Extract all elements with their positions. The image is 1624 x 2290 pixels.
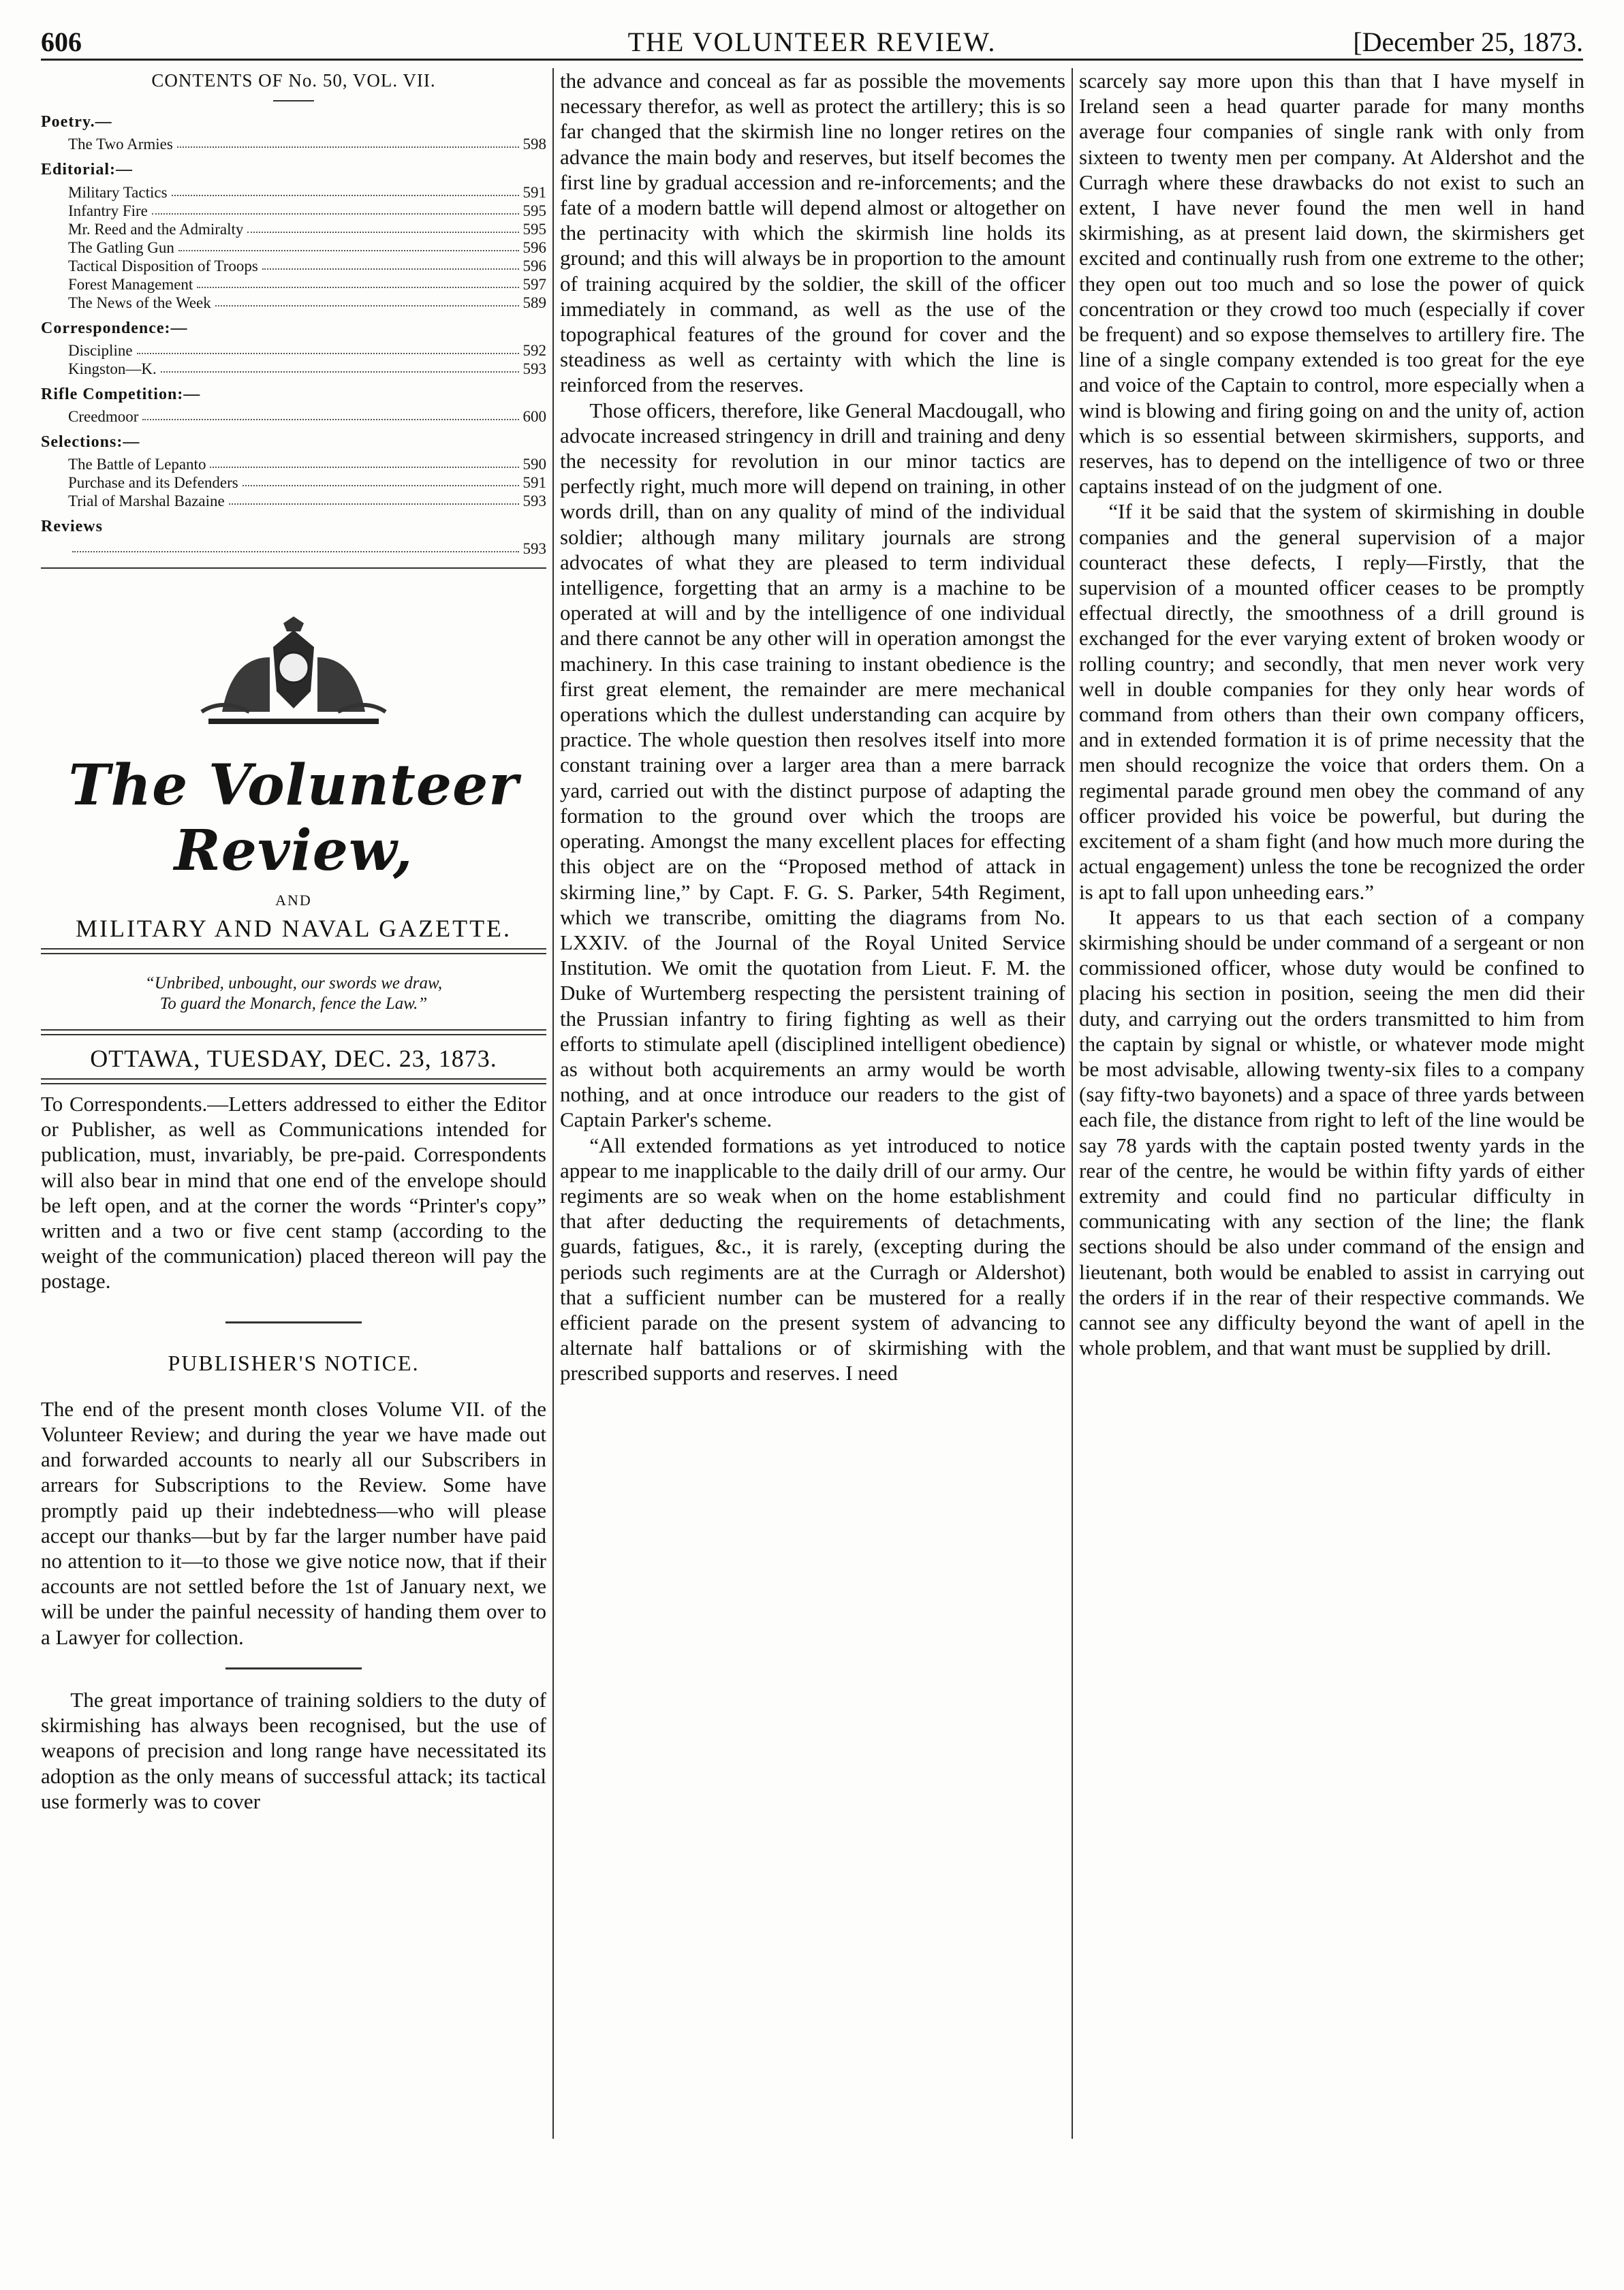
double-rule: [41, 1078, 546, 1084]
contents-entry-title: Trial of Marshal Bazaine: [68, 492, 225, 510]
contents-entry: [41, 135, 546, 153]
contents-entry-title: Infantry Fire: [68, 202, 148, 219]
dateline: OTTAWA, TUESDAY, DEC. 23, 1873.: [90, 1044, 497, 1072]
article-paragraph: Those officers, therefore, like General Macdougall, who advocate increased stringency in drill and training and deny the necessity for revolution in our minor tactics are perfectly right, much more will depend on training, in other words drill, than on any quality of mind of the individual soldier; although many military journals are strong advocates of what they are pleased to term individual intelligence, forgetting that an army is a machine to be operated at will and by the intelligence of one individual and there cannot be any other will in operation amongst the machinery. In this case training to instant obedience is the first great element, the remainder are mere mechanical operations which the dullest understanding can acquire by practice. The whole question then resolves itself into more constant training over a larger area than a mere barrack yard, carried out with the distinct purpose of adapting the formation to the ground over which the troops are operating. Amongst the many excellent places for effecting this object are on the “Proposed method of attack in skirming line,” by Capt. F. G. S. Parker, 54th Regiment, which we transcribe, omitting the diagrams from No. LXXIV. of the Journal of the Royal United Service Institution. We omit the quotation from Lieut. F. M. the Duke of Wurtemberg respecting the persistent training of the Prussian infantry to firing fighting as well as their efforts to stimulate apell (disciplined intelligent obedience) as without both acquirements an army would be worth nothing, and at once introduce our readers to the gist of Captain Parker's scheme.: [560, 398, 1065, 1132]
contents-entry-page: 591: [522, 183, 546, 201]
header-rule: [41, 59, 1583, 61]
dot-leader: [197, 275, 518, 288]
dot-leader: [262, 257, 519, 270]
contents-entry: [41, 407, 546, 426]
dot-leader: [247, 220, 518, 233]
dot-leader: [229, 492, 519, 505]
contents-entry: [41, 275, 546, 294]
contents-entry: [41, 183, 546, 202]
running-title: THE VOLUNTEER REVIEW.: [627, 27, 997, 57]
motto-line-2: To guard the Monarch, fence the Law.”: [159, 994, 428, 1013]
contents-entry-page: 598: [522, 136, 546, 153]
contents-section-label: Correspondence:—: [41, 319, 188, 337]
double-rule: [41, 1029, 546, 1035]
correspondents-notice: To Correspondents.—Letters addressed to either the Editor or Publisher, as well as Communications intended for publication, must, invariably, be pre-paid. Correspondents will also bear in mind that one end of the envelope should be left open, and at the corner the words “Printer's copy” written and a two or five cent stamp (according to the weight of the communication) placed thereon will pay the postage.: [41, 1092, 546, 1293]
contents-entry-page: 593: [522, 540, 546, 558]
contents-entry-title: Creedmoor: [68, 408, 139, 426]
contents-entry: [41, 294, 546, 312]
column-1: [41, 68, 546, 1814]
article-paragraph: It appears to us that each section of a company skirmishing should be under command of a sergeant or non commissioned officer, whose duty would be confined to placing his section in position, seeing the men did their duty, and carrying out the orders transmitted to him from the captain by signal or whistle, or whatever mode might be most advisable, allowing twenty-six files to a company (say fifty-two bayonets) and a space of three yards between each file, the distance from right to left of the line would be say 78 yards with the captain posted twenty yards in the rear of the centre, he would be within fifty yards of either extremity and could find no particular difficulty in communicating with any section of the line; the flank sections should be also under command of the ensign and lieutenant, both would be enabled to assist in carrying out the orders if in the rear of their respective commands. We cannot see any difficulty beyond the want of apell in the whole problem, and that want must be supplied by drill.: [1079, 905, 1584, 1360]
contents-entry-title: Mr. Reed and the Admiralty: [68, 220, 244, 238]
divider: [225, 1667, 362, 1669]
column-3: [1079, 68, 1584, 1360]
contents-entry: [41, 257, 546, 275]
royal-coat-of-arms-emblem: [181, 616, 406, 732]
divider: [41, 567, 546, 569]
masthead-motto: [41, 973, 546, 1014]
column-2: [560, 68, 1065, 1386]
contents-section-label: Selections:—: [41, 433, 140, 452]
contents-entry: [41, 238, 546, 257]
dot-leader: [177, 135, 519, 148]
article-paragraph: scarcely say more upon this than that I have myself in Ireland seen a head quarter parade for many months average four companies of single rank with only from sixteen to twenty men per company. At Aldershot and the Curragh where these drawbacks do not exist to such an extent, I have never found the men well in hand skirmishing, as at present laid down, the skirmishers get excited and continually rush from one extreme to the other; they open out too much and so lose the power of quick concentration or they crowd too much (especially if cover be frequent) and so expose themselves to artillery fire. The line of a single company extended is too great for the eye and voice of the Captain to control, more especially when a wind is blowing and firing going on and the unity of, action which is so essential between skirmishers, supports, and reserves, has to depend on the intelligence of two or three captains instead of on the judgment of one.: [1079, 69, 1584, 499]
contents-entry-title: Tactical Disposition of Troops: [68, 257, 258, 275]
contents-entry-page: 593: [522, 492, 546, 510]
column-divider: [1072, 68, 1073, 2139]
contents-section-label: Editorial:—: [41, 161, 133, 179]
dot-leader: [178, 238, 519, 251]
contents-entry: [41, 473, 546, 492]
contents-entry-page: 595: [522, 220, 546, 238]
contents-entry: [41, 341, 546, 360]
page-header: [41, 19, 1583, 60]
contents-section-label: Reviews: [41, 518, 103, 536]
contents-entry: [41, 492, 546, 510]
contents-entry: [41, 220, 546, 238]
contents-entry-page: 593: [522, 360, 546, 377]
article-paragraph: the advance and conceal as far as possible the movements necessary therefor, as well as protect the artillery; this is so far changed that the skirmish line no longer retires on the advance the main body and reserves, but itself becomes the first line by gradual accession and re-inforcements; and the fate of a modern battle will depend almost or altogether on the pertinacity with which the skirmish line holds its ground; and this will always be in proportion to the amount of training acquired by the soldier, the skill of the officer immediately in command, as well as the use of the topographical features of the ground for cover and the steadiness as well as certainty with which the line is reinforced from the reserves.: [560, 69, 1065, 397]
divider: [225, 1321, 362, 1323]
contents-entry-page: 596: [522, 257, 546, 275]
contents-entry-title: The Gatling Gun: [68, 238, 174, 256]
contents-entry-title: Military Tactics: [68, 183, 168, 201]
contents-entry-page: 595: [522, 202, 546, 219]
article-paragraph: The great importance of training soldiers to the duty of skirmishing has always been recognised, but the use of weapons of precision and long range have necessitated its adoption as the only means of successful attack; its tactical use formerly was to cover: [41, 1687, 546, 1813]
publishers-notice-heading: PUBLISHER'S NOTICE.: [168, 1350, 420, 1375]
dot-leader: [172, 183, 519, 196]
divider: [273, 100, 314, 101]
dot-leader: [243, 473, 519, 486]
contents-entry-title: The Two Armies: [68, 136, 173, 153]
contents-entry-page: 591: [522, 474, 546, 492]
contents-entry-title: The Battle of Lepanto: [68, 456, 206, 473]
contents-entry-page: 596: [522, 238, 546, 256]
contents-entry: [41, 539, 546, 558]
motto-line-1: “Unbribed, unbought, our swords we draw,: [144, 973, 443, 992]
contents-entry-title: Discipline: [68, 341, 133, 359]
contents-entry: [41, 202, 546, 220]
dot-leader: [137, 341, 519, 354]
column-divider: [552, 68, 554, 2139]
contents-entry-page: 597: [522, 275, 546, 293]
contents-entry-title: The News of the Week: [68, 294, 211, 311]
contents-section-label: Poetry.—: [41, 113, 112, 131]
masthead-title: The Volunteer Review,: [68, 753, 519, 884]
contents-entry-title: Kingston—K.: [68, 360, 157, 377]
contents-entry-page: 600: [522, 408, 546, 426]
publishers-notice: The end of the present month closes Volume VII. of the Volunteer Review; and during the year we have made out and forwarded accounts to nearly all our Subscribers in arrears for Subscriptions to the Review. Some have promptly paid up their indebtedness—who will please accept our thanks—but by far the larger number have paid no attention to it—to those we give notice now, that if their accounts are not settled before the 1st of January next, we will be under the painful necessity of handing them over to a Lawyer for collection.: [41, 1396, 546, 1649]
masthead-subtitle: MILITARY AND NAVAL GAZETTE.: [75, 914, 512, 942]
dot-leader: [215, 294, 519, 307]
article-paragraph: “All extended formations as yet introduced to notice appear to me inapplicable to the daily drill of our army. Our regiments are so weak when on the home establishment that after deducting the requirements of detachments, guards, fatigues, &c., it is rarely, (excepting during the periods such regiments are at the Curragh or Aldershot) that a sufficient number can be mustered for a really efficient parade on the present system of advancing to alternate half battalions or of skirmishing with the prescribed supports and reserves. I need: [560, 1133, 1065, 1385]
contents-entry-page: 592: [522, 341, 546, 359]
contents-entry: [41, 360, 546, 378]
contents-entry-page: 589: [522, 294, 546, 311]
page-number: 606: [41, 27, 82, 57]
dot-leader: [72, 539, 519, 552]
double-rule: [41, 948, 546, 954]
dot-leader: [142, 407, 518, 420]
dot-leader: [161, 360, 519, 373]
contents-list: [41, 110, 546, 558]
contents-heading: CONTENTS OF No. 50, VOL. VII.: [151, 70, 436, 91]
article-paragraph: “If it be said that the system of skirmishing in double companies and the general supervision of a major counteract these defects, I reply—Firstly, that the supervision of a mounted officer ceases to be promptly effectual directly, the smoothness of a drill ground is exchanged for the ever varying extent of broken woody or rolling country; and secondly, that men never work very well in double companies for they only hear words of command from others than their own company officers, and in extended formation it is of prime necessity that the men should recognize the voice that orders them. On a regimental parade ground men obey the command of any officer provided his voice be powerful, but during the excitement of a sham fight (and how much more during the actual engagement) unless the tone be recognized the order is apt to fall upon unheeding ears.”: [1079, 499, 1584, 904]
contents-section-label: Rifle Competition:—: [41, 385, 201, 403]
contents-entry-title: Forest Management: [68, 275, 193, 293]
contents-entry: [41, 455, 546, 473]
issue-date: [December 25, 1873.: [1353, 27, 1583, 57]
dot-leader: [152, 202, 519, 215]
contents-entry-title: Purchase and its Defenders: [68, 474, 238, 492]
dot-leader: [210, 455, 518, 468]
masthead-and: AND: [275, 892, 312, 909]
contents-entry-page: 590: [522, 456, 546, 473]
